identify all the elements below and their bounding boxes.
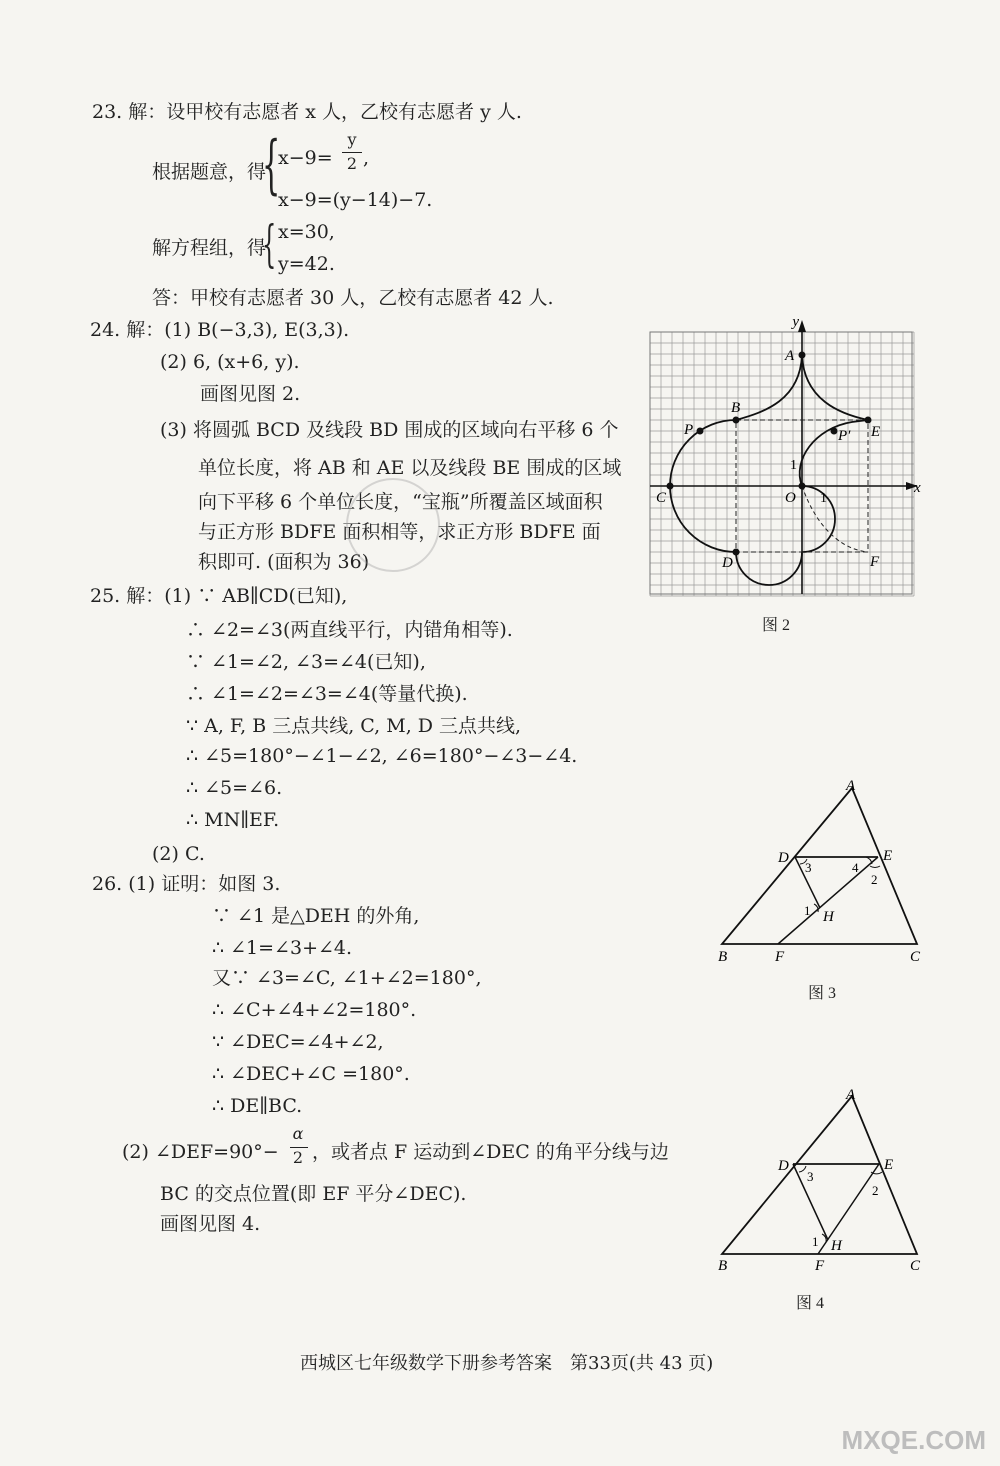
- label-F: F: [870, 554, 880, 570]
- point-C: [667, 483, 674, 490]
- point-E: [865, 417, 872, 424]
- q25-line9: (2) C.: [152, 843, 205, 865]
- q25-line8: ∴ MN∥EF.: [186, 809, 280, 831]
- q25-line3: ∵ ∠1=∠2, ∠3=∠4(已知),: [186, 651, 426, 673]
- label-A: A: [785, 348, 795, 364]
- fraction-bar: [342, 152, 362, 153]
- label-H: H: [823, 909, 834, 925]
- q23-eq1-den: 2: [346, 154, 358, 173]
- q26-line4: 又∵ ∠3=∠C, ∠1+∠2=180°,: [212, 967, 482, 989]
- q25-line1: 25. 解：(1) ∵ AB∥CD(已知),: [90, 585, 348, 607]
- label-B: B: [718, 949, 728, 965]
- q23-eq1-num: y: [347, 130, 357, 149]
- point-O: [799, 483, 806, 490]
- figure-2-caption: 图 2: [762, 617, 791, 634]
- figure-2: [646, 312, 926, 602]
- label-D: D: [722, 555, 733, 571]
- label-P: P: [684, 422, 694, 438]
- figure-3-caption: 图 3: [808, 985, 837, 1002]
- q26-line8: ∴ DE∥BC.: [212, 1095, 303, 1117]
- q24-line4: (3) 将圆弧 BCD 及线段 BD 围成的区域向右平移 6 个: [160, 419, 619, 441]
- q26-part2-b: ，或者点 F 运动到∠DEC 的角平分线与边: [312, 1141, 669, 1163]
- label-n1: 1: [804, 903, 811, 918]
- point-P-prime: [831, 428, 838, 435]
- q24-line5: 单位长度，将 AB 和 AE 以及线段 BE 围成的区域: [198, 457, 622, 479]
- label-one-x: 1: [820, 491, 827, 506]
- q23-solution-label: 解方程组，得: [152, 237, 267, 259]
- q24-line1: 24. 解：(1) B(−3,3), E(3,3).: [90, 319, 350, 341]
- q26-line6: ∵ ∠DEC=∠4+∠2,: [212, 1031, 384, 1053]
- label-y: y: [792, 314, 799, 330]
- label-n3: 3: [805, 860, 812, 875]
- label-one-y: 1: [790, 458, 797, 473]
- label-n3: 3: [807, 1169, 814, 1184]
- point-A: [799, 352, 806, 359]
- label-B: B: [731, 400, 741, 416]
- label-F: F: [815, 1258, 825, 1274]
- figure-4: [712, 1084, 934, 1280]
- q24-line8: 积即可. (面积为 36): [198, 551, 370, 573]
- q23-system-label: 根据题意，得: [152, 161, 267, 183]
- page-footer: 西城区七年级数学下册参考答案 第33页(共 43 页): [300, 1353, 714, 1374]
- q23-eq2: x−9=(y−14)−7.: [278, 189, 433, 211]
- q23-sol2: y=42.: [278, 253, 335, 275]
- label-C: C: [656, 490, 667, 506]
- label-C: C: [910, 1258, 921, 1274]
- q25-line6: ∴ ∠5=180°−∠1−∠2, ∠6=180°−∠3−∠4.: [186, 745, 578, 767]
- q26-part2-c: BC 的交点位置(即 EF 平分∠DEC).: [160, 1183, 467, 1205]
- point-P: [697, 428, 704, 435]
- q24-line7: 与正方形 BDFE 面积相等，求正方形 BDFE 面: [198, 521, 601, 543]
- label-E: E: [883, 848, 893, 864]
- label-C: C: [910, 949, 921, 965]
- label-E: E: [884, 1157, 894, 1173]
- q23-answer: 答：甲校有志愿者 30 人，乙校有志愿者 42 人.: [152, 287, 554, 309]
- point-B: [733, 417, 740, 424]
- label-A: A: [846, 1087, 856, 1103]
- label-n1: 1: [812, 1234, 819, 1249]
- q26-line1: 26. (1) 证明：如图 3.: [92, 873, 281, 895]
- figure-3: [712, 774, 934, 970]
- q25-line5: ∵ A, F, B 三点共线, C, M, D 三点共线,: [186, 715, 522, 737]
- label-n2: 2: [872, 1183, 879, 1198]
- q26-part2-num: α: [292, 1124, 304, 1143]
- q26-part2-den: 2: [292, 1148, 304, 1167]
- label-H: H: [831, 1238, 842, 1254]
- label-F: F: [775, 949, 785, 965]
- figure-4-caption: 图 4: [796, 1295, 825, 1312]
- q26-line7: ∴ ∠DEC+∠C =180°.: [212, 1063, 410, 1085]
- label-n2: 2: [871, 872, 878, 887]
- q26-part2-d: 画图见图 4.: [160, 1213, 261, 1235]
- label-P-prime: P′: [838, 428, 851, 444]
- q24-line3: 画图见图 2.: [200, 383, 301, 405]
- label-n4: 4: [852, 860, 859, 875]
- label-E: E: [871, 424, 881, 440]
- q23-eq1-tail: ,: [363, 147, 370, 169]
- q25-line2: ∴ ∠2=∠3(两直线平行，内错角相等).: [186, 619, 513, 641]
- q23-sol1: x=30,: [278, 221, 335, 243]
- label-A: A: [846, 778, 856, 794]
- q26-part2-a: (2) ∠DEF=90°−: [122, 1141, 279, 1163]
- q25-line4: ∴ ∠1=∠2=∠3=∠4(等量代换).: [186, 683, 468, 705]
- q26-line5: ∴ ∠C+∠4+∠2=180°.: [212, 999, 417, 1021]
- q23-line1: 23. 解：设甲校有志愿者 x 人，乙校有志愿者 y 人.: [92, 101, 522, 123]
- label-B: B: [718, 1258, 728, 1274]
- q26-line2: ∵ ∠1 是△DEH 的外角,: [212, 905, 420, 927]
- label-D: D: [778, 850, 789, 866]
- watermark: MXQE.COM: [841, 1425, 986, 1455]
- point-D: [733, 549, 740, 556]
- bottom-arc: [736, 552, 802, 585]
- brace: {: [262, 215, 277, 273]
- label-D: D: [778, 1158, 789, 1174]
- q26-line3: ∴ ∠1=∠3+∠4.: [212, 937, 353, 959]
- brace: {: [262, 128, 281, 202]
- q24-line2: (2) 6, (x+6, y).: [160, 351, 300, 373]
- q24-line6: 向下平移 6 个单位长度，“宝瓶”所覆盖区域面积: [198, 491, 603, 513]
- label-O: O: [785, 490, 796, 506]
- stamp: [346, 478, 440, 572]
- label-x: x: [914, 480, 921, 496]
- q25-line7: ∴ ∠5=∠6.: [186, 777, 283, 799]
- q23-eq1-left: x−9=: [278, 147, 333, 169]
